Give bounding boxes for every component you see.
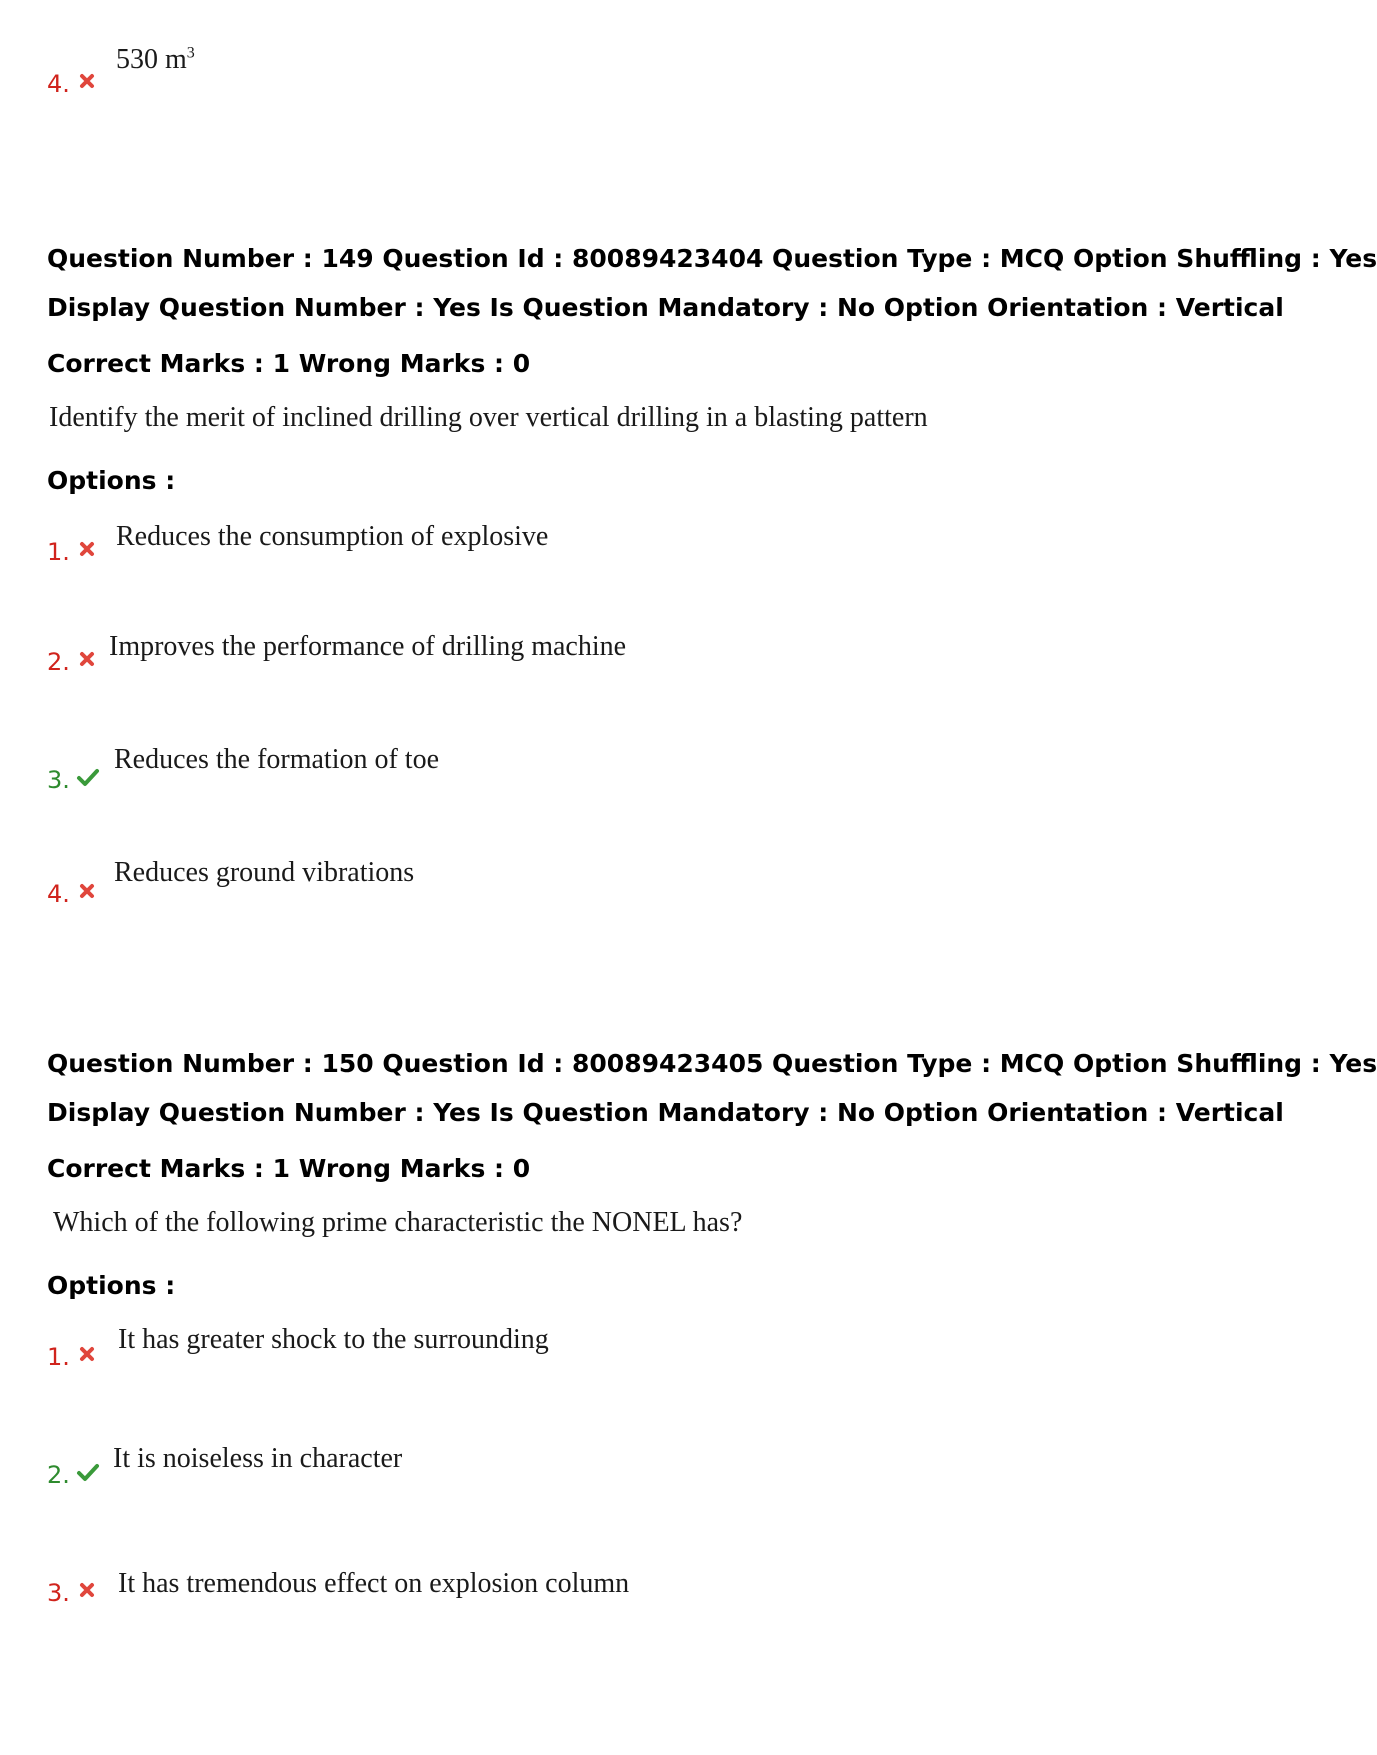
- option-number: 1.: [47, 1343, 70, 1371]
- option-number: 3.: [47, 766, 70, 794]
- question-meta-line-1: Question Number : 149 Question Id : 80089423404 Question Type : MCQ Option Shuffling : Yes: [47, 244, 1377, 273]
- option-number: 4.: [47, 880, 70, 908]
- cross-icon: [78, 882, 96, 900]
- option-text: It is noiseless in character: [113, 1443, 403, 1474]
- question-text: Identify the merit of inclined drilling over vertical drilling in a blasting pattern: [49, 402, 928, 433]
- option-text: [116, 44, 195, 76]
- option-number: 3.: [47, 1579, 70, 1607]
- check-icon: [76, 767, 100, 787]
- question-marks: Correct Marks : 1 Wrong Marks : 0: [47, 349, 531, 378]
- option-number: 2.: [47, 648, 70, 676]
- option-number: 2.: [47, 1461, 70, 1489]
- question-meta-line-2: Display Question Number : Yes Is Question Mandatory : No Option Orientation : Vertical: [47, 293, 1284, 322]
- option-text: It has greater shock to the surrounding: [118, 1324, 549, 1355]
- question-meta-line-2: Display Question Number : Yes Is Question Mandatory : No Option Orientation : Vertical: [47, 1098, 1284, 1127]
- cross-icon: [78, 72, 96, 90]
- option-text: It has tremendous effect on explosion column: [118, 1568, 630, 1599]
- option-text: Reduces the consumption of explosive: [116, 521, 549, 552]
- options-label: Options :: [47, 466, 176, 495]
- option-number: 4.: [47, 70, 70, 98]
- option-text-superscript: 3: [186, 44, 195, 62]
- cross-icon: [78, 1345, 96, 1363]
- option-number: 1.: [47, 538, 70, 566]
- option-text-base: 530 m: [116, 44, 187, 75]
- option-text: Reduces the formation of toe: [114, 744, 440, 775]
- options-label: Options :: [47, 1271, 176, 1300]
- cross-icon: [78, 650, 96, 668]
- option-text: Improves the performance of drilling machine: [109, 631, 627, 662]
- cross-icon: [78, 1581, 96, 1599]
- question-text: Which of the following prime characteristic the NONEL has?: [53, 1207, 743, 1238]
- cross-icon: [78, 540, 96, 558]
- option-text: Reduces ground vibrations: [114, 857, 415, 888]
- question-meta-line-1: Question Number : 150 Question Id : 80089423405 Question Type : MCQ Option Shuffling : Yes: [47, 1049, 1377, 1078]
- question-marks: Correct Marks : 1 Wrong Marks : 0: [47, 1154, 531, 1183]
- check-icon: [76, 1462, 100, 1482]
